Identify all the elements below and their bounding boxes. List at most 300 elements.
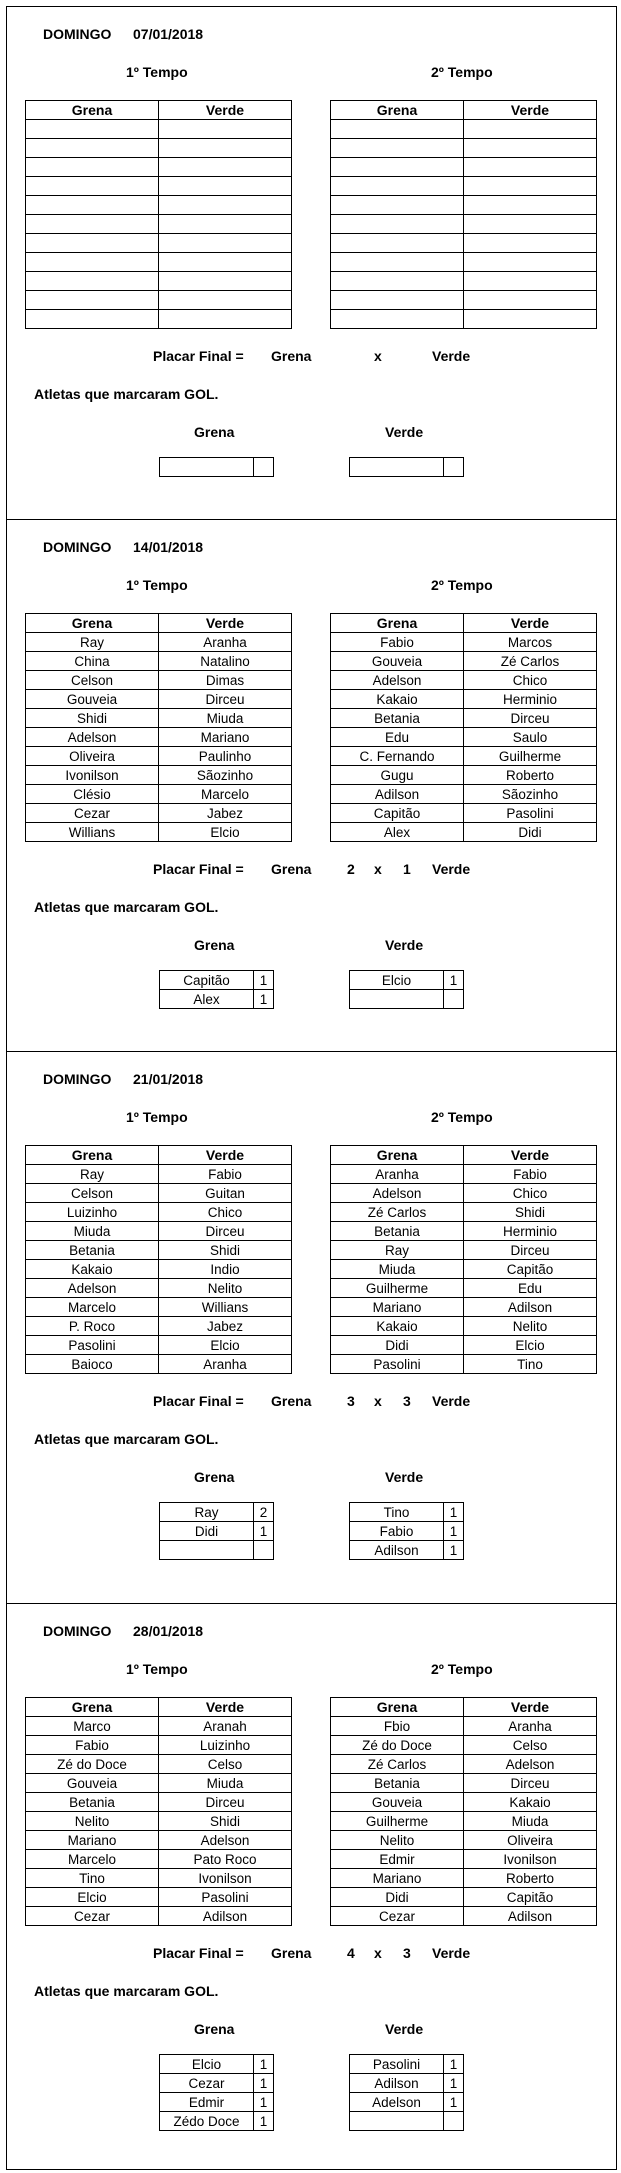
lineup-header-row [26, 1146, 292, 1165]
placar-team-grena: Grena [271, 1393, 312, 1409]
player-verde [464, 215, 597, 234]
player-verde [159, 310, 292, 329]
lineup-row [331, 1222, 597, 1241]
player-verde: Jabez [159, 1317, 292, 1336]
player-grena [26, 272, 159, 291]
lineup-row [26, 215, 292, 234]
player-grena: Betania [331, 1774, 464, 1793]
player-grena: Aranha [331, 1165, 464, 1184]
player-verde: Dirceu [159, 1222, 292, 1241]
lineup-row [331, 1736, 597, 1755]
lineup-row [26, 291, 292, 310]
placar-team-grena: Grena [271, 348, 312, 364]
player-grena: Zé Carlos [331, 1203, 464, 1222]
player-verde: Marcelo [159, 785, 292, 804]
player-grena [26, 177, 159, 196]
scorer-name [350, 458, 444, 477]
scorers-team-grena: Grena [194, 424, 235, 440]
player-grena: Guilherme [331, 1279, 464, 1298]
lineup-row [26, 1260, 292, 1279]
player-verde: Kakaio [464, 1793, 597, 1812]
second-half-title: 2º Tempo [431, 64, 493, 80]
scorer-name: Didi [160, 1522, 254, 1541]
player-verde: Dirceu [159, 690, 292, 709]
match-date: 14/01/2018 [133, 539, 204, 555]
player-verde [464, 253, 597, 272]
player-verde: Aranha [159, 633, 292, 652]
lineup-row [26, 1774, 292, 1793]
player-grena [26, 215, 159, 234]
player-verde: Fabio [464, 1165, 597, 1184]
player-grena: Ray [26, 633, 159, 652]
scorer-name: Adilson [350, 1541, 444, 1560]
lineup-header-row [331, 614, 597, 633]
scorer-goals: 1 [444, 971, 464, 990]
player-grena: Fabio [26, 1736, 159, 1755]
player-grena: Betania [26, 1241, 159, 1260]
lineup-row [331, 177, 597, 196]
player-grena: Celson [26, 671, 159, 690]
player-verde: Sãozinho [464, 785, 597, 804]
player-grena: Pasolini [331, 1355, 464, 1374]
match-section [6, 1603, 617, 2170]
player-grena: Gouveia [26, 690, 159, 709]
scorer-name: Elcio [350, 971, 444, 990]
player-grena: Didi [331, 1888, 464, 1907]
lineup-row [331, 1336, 597, 1355]
player-verde: Oliveira [464, 1831, 597, 1850]
player-verde: Shidi [159, 1241, 292, 1260]
player-verde: Willians [159, 1298, 292, 1317]
lineup-row [331, 1888, 597, 1907]
scorer-goals [254, 1541, 274, 1560]
second-half-title: 2º Tempo [431, 1109, 493, 1125]
player-verde: Jabez [159, 804, 292, 823]
player-verde [464, 234, 597, 253]
player-verde: Adelson [159, 1831, 292, 1850]
lineup-row [331, 1793, 597, 1812]
player-grena: Mariano [26, 1831, 159, 1850]
player-grena: Celson [26, 1184, 159, 1203]
scorer-name: Edmir [160, 2093, 254, 2112]
placar-team-grena: Grena [271, 1945, 312, 1961]
scorer-goals [444, 458, 464, 477]
lineup-row [26, 1793, 292, 1812]
scorer-row [350, 1541, 464, 1560]
lineup-row [26, 1831, 292, 1850]
player-verde [464, 310, 597, 329]
lineup-row [331, 310, 597, 329]
scorer-name: Zédo Doce [160, 2112, 254, 2131]
scorers-label: Atletas que marcaram GOL. [34, 899, 219, 915]
lineup-row [26, 1336, 292, 1355]
player-grena: Adelson [26, 728, 159, 747]
player-grena: Guilherme [331, 1812, 464, 1831]
score-verde: 3 [403, 1945, 411, 1961]
scorers-grena-table [159, 1502, 274, 1560]
player-grena: Ray [331, 1241, 464, 1260]
player-verde: Nelito [159, 1279, 292, 1298]
lineup-row [26, 120, 292, 139]
lineup-header-row [331, 101, 597, 120]
lineup-row [26, 728, 292, 747]
team-verde-header: Verde [464, 614, 597, 633]
player-verde: Aranah [159, 1717, 292, 1736]
player-verde: Dirceu [159, 1793, 292, 1812]
lineup-row [26, 1165, 292, 1184]
scorer-goals: 1 [254, 990, 274, 1009]
lineup-row [26, 234, 292, 253]
player-verde: Chico [159, 1203, 292, 1222]
player-grena: Betania [331, 1222, 464, 1241]
scorer-row [160, 2074, 274, 2093]
second-half-title: 2º Tempo [431, 1661, 493, 1677]
scorer-goals: 1 [444, 2055, 464, 2074]
player-grena [331, 272, 464, 291]
lineup-row [26, 804, 292, 823]
scorer-goals: 1 [444, 1522, 464, 1541]
team-verde-header: Verde [159, 1146, 292, 1165]
player-verde: Adilson [464, 1907, 597, 1926]
player-grena [26, 234, 159, 253]
player-verde: Tino [464, 1355, 597, 1374]
lineup-row [331, 196, 597, 215]
scorer-row [160, 990, 274, 1009]
player-grena: Betania [331, 709, 464, 728]
lineup-row [331, 1869, 597, 1888]
player-verde: Ivonilson [159, 1869, 292, 1888]
first-half-table [25, 1697, 292, 1926]
lineup-row [26, 1279, 292, 1298]
lineup-header-row [26, 101, 292, 120]
match-day: DOMINGO [43, 26, 112, 42]
player-verde: Adilson [159, 1907, 292, 1926]
team-grena-header: Grena [331, 1146, 464, 1165]
team-verde-header: Verde [464, 1698, 597, 1717]
match-section [6, 519, 617, 1051]
scorer-name: Adilson [350, 2074, 444, 2093]
player-verde: Roberto [464, 1869, 597, 1888]
first-half-table [25, 613, 292, 842]
scorer-goals: 1 [254, 2074, 274, 2093]
lineup-row [331, 633, 597, 652]
player-grena: Kakaio [331, 690, 464, 709]
lineup-row [331, 1203, 597, 1222]
scorers-label: Atletas que marcaram GOL. [34, 386, 219, 402]
scorer-goals: 1 [444, 1503, 464, 1522]
player-grena: P. Roco [26, 1317, 159, 1336]
lineup-row [331, 1355, 597, 1374]
player-verde: Miuda [159, 1774, 292, 1793]
lineup-row [331, 1755, 597, 1774]
player-verde: Marcos [464, 633, 597, 652]
player-verde [464, 139, 597, 158]
player-grena: Zé Carlos [331, 1755, 464, 1774]
score-separator: x [374, 861, 382, 877]
player-grena [331, 158, 464, 177]
lineup-row [26, 652, 292, 671]
player-verde: Dimas [159, 671, 292, 690]
player-grena [26, 158, 159, 177]
lineup-row [331, 1279, 597, 1298]
team-grena-header: Grena [26, 614, 159, 633]
player-grena: Mariano [331, 1869, 464, 1888]
lineup-row [26, 1355, 292, 1374]
player-verde: Celso [159, 1755, 292, 1774]
player-grena: Adelson [331, 1184, 464, 1203]
player-grena: Fbio [331, 1717, 464, 1736]
player-verde [159, 120, 292, 139]
second-half-title: 2º Tempo [431, 577, 493, 593]
player-verde: Pato Roco [159, 1850, 292, 1869]
player-grena [26, 120, 159, 139]
scorers-grena-table [159, 970, 274, 1009]
placar-final-label: Placar Final = [153, 1393, 244, 1409]
scorer-name [160, 1541, 254, 1560]
lineup-row [26, 196, 292, 215]
first-half-title: 1º Tempo [126, 1661, 188, 1677]
player-grena: Alex [331, 823, 464, 842]
scorer-name: Capitão [160, 971, 254, 990]
lineup-row [26, 709, 292, 728]
player-grena: Marcelo [26, 1298, 159, 1317]
player-grena: Fabio [331, 633, 464, 652]
first-half-title: 1º Tempo [126, 577, 188, 593]
player-grena: Nelito [331, 1831, 464, 1850]
second-half-table [330, 1697, 597, 1926]
player-grena: Capitão [331, 804, 464, 823]
scorers-team-grena: Grena [194, 1469, 235, 1485]
team-verde-header: Verde [159, 1698, 292, 1717]
player-grena: Ivonilson [26, 766, 159, 785]
player-grena: Adelson [331, 671, 464, 690]
player-grena [26, 196, 159, 215]
scorer-row [160, 2055, 274, 2074]
player-verde: Roberto [464, 766, 597, 785]
scorers-team-verde: Verde [385, 1469, 424, 1485]
player-verde: Nelito [464, 1317, 597, 1336]
match-day: DOMINGO [43, 539, 112, 555]
second-half-table [330, 1145, 597, 1374]
player-grena: Cezar [26, 1907, 159, 1926]
player-grena [331, 291, 464, 310]
first-half-table [25, 100, 292, 329]
player-grena: Nelito [26, 1812, 159, 1831]
lineup-row [26, 633, 292, 652]
lineup-row [331, 1241, 597, 1260]
player-verde [159, 234, 292, 253]
placar-team-verde: Verde [432, 348, 471, 364]
player-grena [331, 253, 464, 272]
lineup-row [26, 139, 292, 158]
scorer-row [350, 1503, 464, 1522]
lineup-row [26, 1888, 292, 1907]
match-date: 07/01/2018 [133, 26, 204, 42]
player-verde: Herminio [464, 690, 597, 709]
player-verde: Luizinho [159, 1736, 292, 1755]
scorers-grena-table [159, 457, 274, 477]
lineup-row [26, 671, 292, 690]
score-verde: 1 [403, 861, 411, 877]
lineup-row [26, 1736, 292, 1755]
score-separator: x [374, 1393, 382, 1409]
player-verde: Pasolini [159, 1888, 292, 1907]
match-section [6, 1051, 617, 1603]
first-half-title: 1º Tempo [126, 1109, 188, 1125]
player-grena: Elcio [26, 1888, 159, 1907]
lineup-row [26, 1317, 292, 1336]
score-separator: x [374, 1945, 382, 1961]
scorer-row [160, 2093, 274, 2112]
team-verde-header: Verde [159, 614, 292, 633]
scorer-goals: 1 [254, 2055, 274, 2074]
lineup-row [331, 671, 597, 690]
lineup-row [331, 120, 597, 139]
lineup-row [26, 1812, 292, 1831]
player-grena [331, 177, 464, 196]
scorer-name: Pasolini [350, 2055, 444, 2074]
placar-team-verde: Verde [432, 861, 471, 877]
lineup-row [331, 1812, 597, 1831]
player-grena: Miuda [331, 1260, 464, 1279]
scorers-team-grena: Grena [194, 2021, 235, 2037]
scorer-name [160, 458, 254, 477]
scorer-name: Tino [350, 1503, 444, 1522]
player-grena: C. Fernando [331, 747, 464, 766]
scorer-goals [254, 458, 274, 477]
scorers-verde-table [349, 457, 464, 477]
player-verde: Guitan [159, 1184, 292, 1203]
lineup-row [331, 272, 597, 291]
scorers-team-grena: Grena [194, 937, 235, 953]
placar-team-verde: Verde [432, 1393, 471, 1409]
second-half-table [330, 100, 597, 329]
player-verde [464, 196, 597, 215]
team-verde-header: Verde [159, 101, 292, 120]
team-grena-header: Grena [26, 101, 159, 120]
lineup-row [331, 1184, 597, 1203]
lineup-row [331, 234, 597, 253]
scorer-row [350, 2074, 464, 2093]
lineup-header-row [26, 614, 292, 633]
score-grena: 4 [347, 1945, 355, 1961]
player-grena [26, 253, 159, 272]
lineup-header-row [26, 1698, 292, 1717]
lineup-row [331, 1717, 597, 1736]
team-grena-header: Grena [26, 1146, 159, 1165]
lineup-row [331, 1165, 597, 1184]
player-grena: Gouveia [331, 652, 464, 671]
player-grena: Marco [26, 1717, 159, 1736]
lineup-row [26, 253, 292, 272]
scorer-goals [444, 990, 464, 1009]
player-verde [464, 177, 597, 196]
placar-final-label: Placar Final = [153, 348, 244, 364]
player-verde: Adelson [464, 1755, 597, 1774]
player-grena [331, 196, 464, 215]
match-date: 21/01/2018 [133, 1071, 204, 1087]
placar-team-verde: Verde [432, 1945, 471, 1961]
placar-team-grena: Grena [271, 861, 312, 877]
team-verde-header: Verde [464, 1146, 597, 1165]
lineup-row [331, 728, 597, 747]
player-grena: Ray [26, 1165, 159, 1184]
player-verde: Aranha [159, 1355, 292, 1374]
player-grena: Didi [331, 1336, 464, 1355]
lineup-row [331, 1907, 597, 1926]
scorer-goals: 1 [254, 2093, 274, 2112]
scorers-verde-table [349, 1502, 464, 1560]
player-verde [159, 215, 292, 234]
scorer-row [160, 458, 274, 477]
scorer-row [350, 990, 464, 1009]
scorer-name: Fabio [350, 1522, 444, 1541]
player-verde: Aranha [464, 1717, 597, 1736]
player-grena: Pasolini [26, 1336, 159, 1355]
scorer-row [350, 2112, 464, 2131]
team-grena-header: Grena [331, 1698, 464, 1717]
scorer-goals: 1 [444, 2074, 464, 2093]
player-grena: Cezar [331, 1907, 464, 1926]
player-grena: Shidi [26, 709, 159, 728]
scorer-name: Elcio [160, 2055, 254, 2074]
lineup-header-row [331, 1698, 597, 1717]
player-grena: Gouveia [331, 1793, 464, 1812]
player-verde [464, 120, 597, 139]
first-half-title: 1º Tempo [126, 64, 188, 80]
player-grena: Edu [331, 728, 464, 747]
player-verde: Elcio [159, 823, 292, 842]
scorer-goals: 1 [254, 1522, 274, 1541]
lineup-row [26, 1869, 292, 1888]
lineup-header-row [331, 1146, 597, 1165]
lineup-row [331, 291, 597, 310]
player-verde: Guilherme [464, 747, 597, 766]
scorer-name: Alex [160, 990, 254, 1009]
player-grena: Tino [26, 1869, 159, 1888]
lineup-row [26, 1717, 292, 1736]
lineup-row [331, 253, 597, 272]
player-verde: Dirceu [464, 1241, 597, 1260]
player-verde: Elcio [464, 1336, 597, 1355]
player-verde: Shidi [159, 1812, 292, 1831]
player-verde: Capitão [464, 1888, 597, 1907]
scorer-name: Adelson [350, 2093, 444, 2112]
scorer-goals: 1 [444, 2093, 464, 2112]
player-verde: Indio [159, 1260, 292, 1279]
match-day: DOMINGO [43, 1623, 112, 1639]
lineup-row [331, 1260, 597, 1279]
team-verde-header: Verde [464, 101, 597, 120]
player-verde: Paulinho [159, 747, 292, 766]
player-verde [159, 177, 292, 196]
player-verde: Mariano [159, 728, 292, 747]
player-grena: Mariano [331, 1298, 464, 1317]
score-verde: 3 [403, 1393, 411, 1409]
scorer-goals: 1 [444, 1541, 464, 1560]
player-grena [26, 310, 159, 329]
player-verde: Didi [464, 823, 597, 842]
player-verde [464, 272, 597, 291]
player-verde [159, 139, 292, 158]
lineup-row [331, 709, 597, 728]
player-grena: Gugu [331, 766, 464, 785]
player-verde: Celso [464, 1736, 597, 1755]
player-verde: Adilson [464, 1298, 597, 1317]
player-grena: Edmir [331, 1850, 464, 1869]
player-verde: Zé Carlos [464, 652, 597, 671]
scorer-row [350, 2055, 464, 2074]
